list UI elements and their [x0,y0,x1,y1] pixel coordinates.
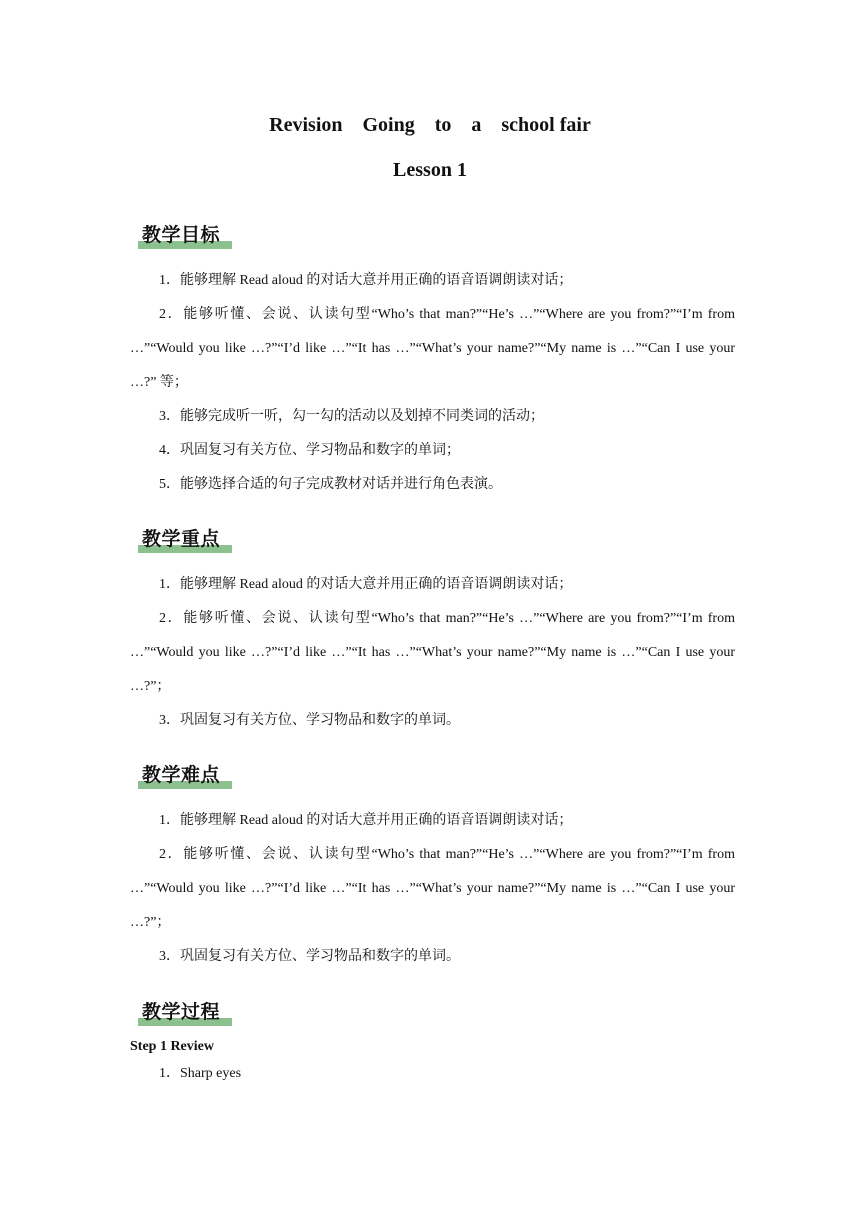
list-item: 5．能够选择合适的句子完成教材对话并进行角色表演。 [159,477,502,492]
page-title: Revision Going to a school fair [269,114,591,136]
list-item: 2．能够听懂、会说、认读句型“Who’s that man?”“He’s …”“Where are you from?”“I’m from …”“Would you like …?”“I’d like …”“It has …”“What’s your name?”“My name is …”“Can I use your …?” 等； [130,307,735,390]
list-item: 2．能够听懂、会说、认读句型“Who’s that man?”“He’s …”“Where are you from?”“I’m from …”“Would you like …?”“I’d like …”“It has …”“What’s your name?”“My name is …”“Can I use your …?”； [130,611,735,694]
list-item: 1．能够理解 Read aloud 的对话大意并用正确的语音语调朗读对话； [159,813,573,828]
section-heading [138,524,221,554]
item-list [130,568,735,738]
list-item: 2．能够听懂、会说、认读句型“Who’s that man?”“He’s …”“Where are you from?”“I’m from …”“Would you like …?”“I’d like …”“It has …”“What’s your name?”“My name is …”“Can I use your …?”； [130,847,735,930]
section-teaching-process [130,997,735,1091]
list-item: 1．能够理解 Read aloud 的对话大意并用正确的语音语调朗读对话； [159,273,573,288]
item-list [130,804,735,974]
section-heading-text: 教学重点 [142,528,221,550]
section-teaching-difficulties [130,760,735,974]
section-heading [138,220,221,250]
list-item: 3．能够完成听一听，勾一勾的活动以及划掉不同类词的活动； [159,409,544,424]
section-heading [138,760,221,790]
list-item: 4．巩固复习有关方位、学习物品和数字的单词； [159,443,460,458]
page-subtitle: Lesson 1 [393,159,467,181]
section-heading [138,997,221,1027]
section-heading-text: 教学过程 [142,1001,221,1023]
list-item: 3．巩固复习有关方位、学习物品和数字的单词。 [159,949,460,964]
section-heading-text: 教学目标 [142,224,221,246]
list-item: 1．Sharp eyes [159,1066,242,1081]
item-list [130,264,735,502]
step-title: Step 1 Review [130,1039,214,1054]
list-item: 1．能够理解 Read aloud 的对话大意并用正确的语音语调朗读对话； [159,577,573,592]
list-item: 3．巩固复习有关方位、学习物品和数字的单词。 [159,713,460,728]
section-heading-text: 教学难点 [142,764,221,786]
section-teaching-focus [130,524,735,738]
item-list [130,1057,735,1091]
section-teaching-objectives [130,220,735,502]
